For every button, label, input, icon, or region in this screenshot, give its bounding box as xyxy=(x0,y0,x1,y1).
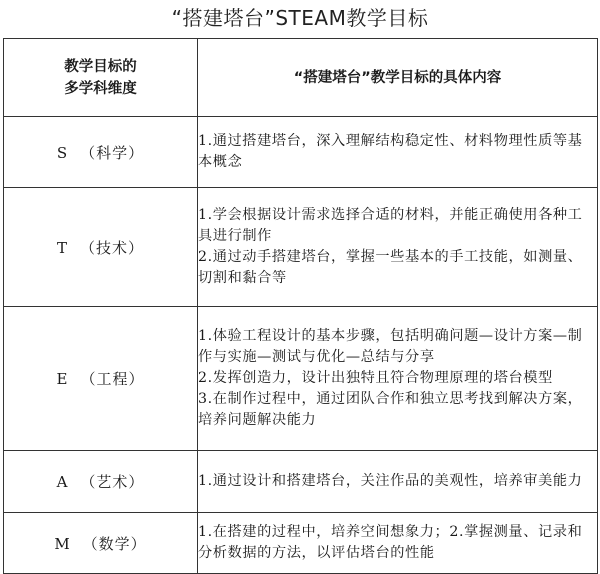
table-row-technology xyxy=(4,188,598,307)
dimension-letter: S xyxy=(56,143,69,162)
dimension-subject: （科学） xyxy=(80,143,145,162)
dimension-subject: （数学） xyxy=(82,534,147,553)
table-row-mathematics xyxy=(4,513,598,574)
dimension-cell xyxy=(4,117,198,188)
goal-item: 3.在制作过程中，通过团队合作和独立思考找到解决方案，培养问题解决能力 xyxy=(198,391,583,428)
content-cell xyxy=(198,307,598,451)
content-cell xyxy=(198,513,598,574)
page-title: “搭建塔台”STEAM教学目标 xyxy=(171,6,429,30)
table-row-engineering xyxy=(4,307,598,451)
dimension-cell xyxy=(4,307,198,451)
dimension-letter: E xyxy=(56,370,69,388)
dimension-letter: M xyxy=(54,534,71,553)
dimension-cell xyxy=(4,513,198,574)
goal-item: 1.学会根据设计需求选择合适的材料，并能正确使用各种工具进行制作 xyxy=(198,207,583,244)
goal-item: 1.通过搭建塔台，深入理解结构稳定性、材料物理性质等基本概念 xyxy=(198,133,583,170)
goal-item: 1.在搭建的过程中，培养空间想象力；2.掌握测量、记录和分析数据的方法，以评估塔台的性能 xyxy=(198,524,583,561)
goal-item: 2.通过动手搭建塔台，掌握一些基本的手工技能，如测量、切割和黏合等 xyxy=(198,249,583,286)
table-row-science xyxy=(4,117,598,188)
table-row-art xyxy=(4,451,598,513)
dimension-cell xyxy=(4,188,198,307)
dimension-subject: （技术） xyxy=(80,238,145,257)
content-cell xyxy=(198,117,598,188)
header-dimension-line2: 多学科维度 xyxy=(64,80,137,97)
content-cell xyxy=(198,188,598,307)
dimension-subject: （艺术） xyxy=(80,473,145,491)
steam-goals-table xyxy=(3,38,598,574)
goal-item: 2.发挥创造力，设计出独特且符合物理原理的塔台模型 xyxy=(198,370,553,386)
goal-item: 1.通过设计和搭建塔台，关注作品的美观性，培养审美能力 xyxy=(198,473,583,489)
table-header-row xyxy=(4,39,598,117)
header-dimension xyxy=(4,39,198,117)
header-dimension-line1: 教学目标的 xyxy=(64,58,137,75)
dimension-letter: A xyxy=(56,473,69,491)
dimension-subject: （工程） xyxy=(80,370,145,388)
dimension-cell xyxy=(4,451,198,513)
content-cell xyxy=(198,451,598,513)
dimension-letter: T xyxy=(56,238,68,257)
goal-item: 1.体验工程设计的基本步骤，包括明确问题—设计方案—制作与实施—测试与优化—总结与分享 xyxy=(198,328,583,365)
header-content: “搭建塔台”教学目标的具体内容 xyxy=(198,39,598,117)
